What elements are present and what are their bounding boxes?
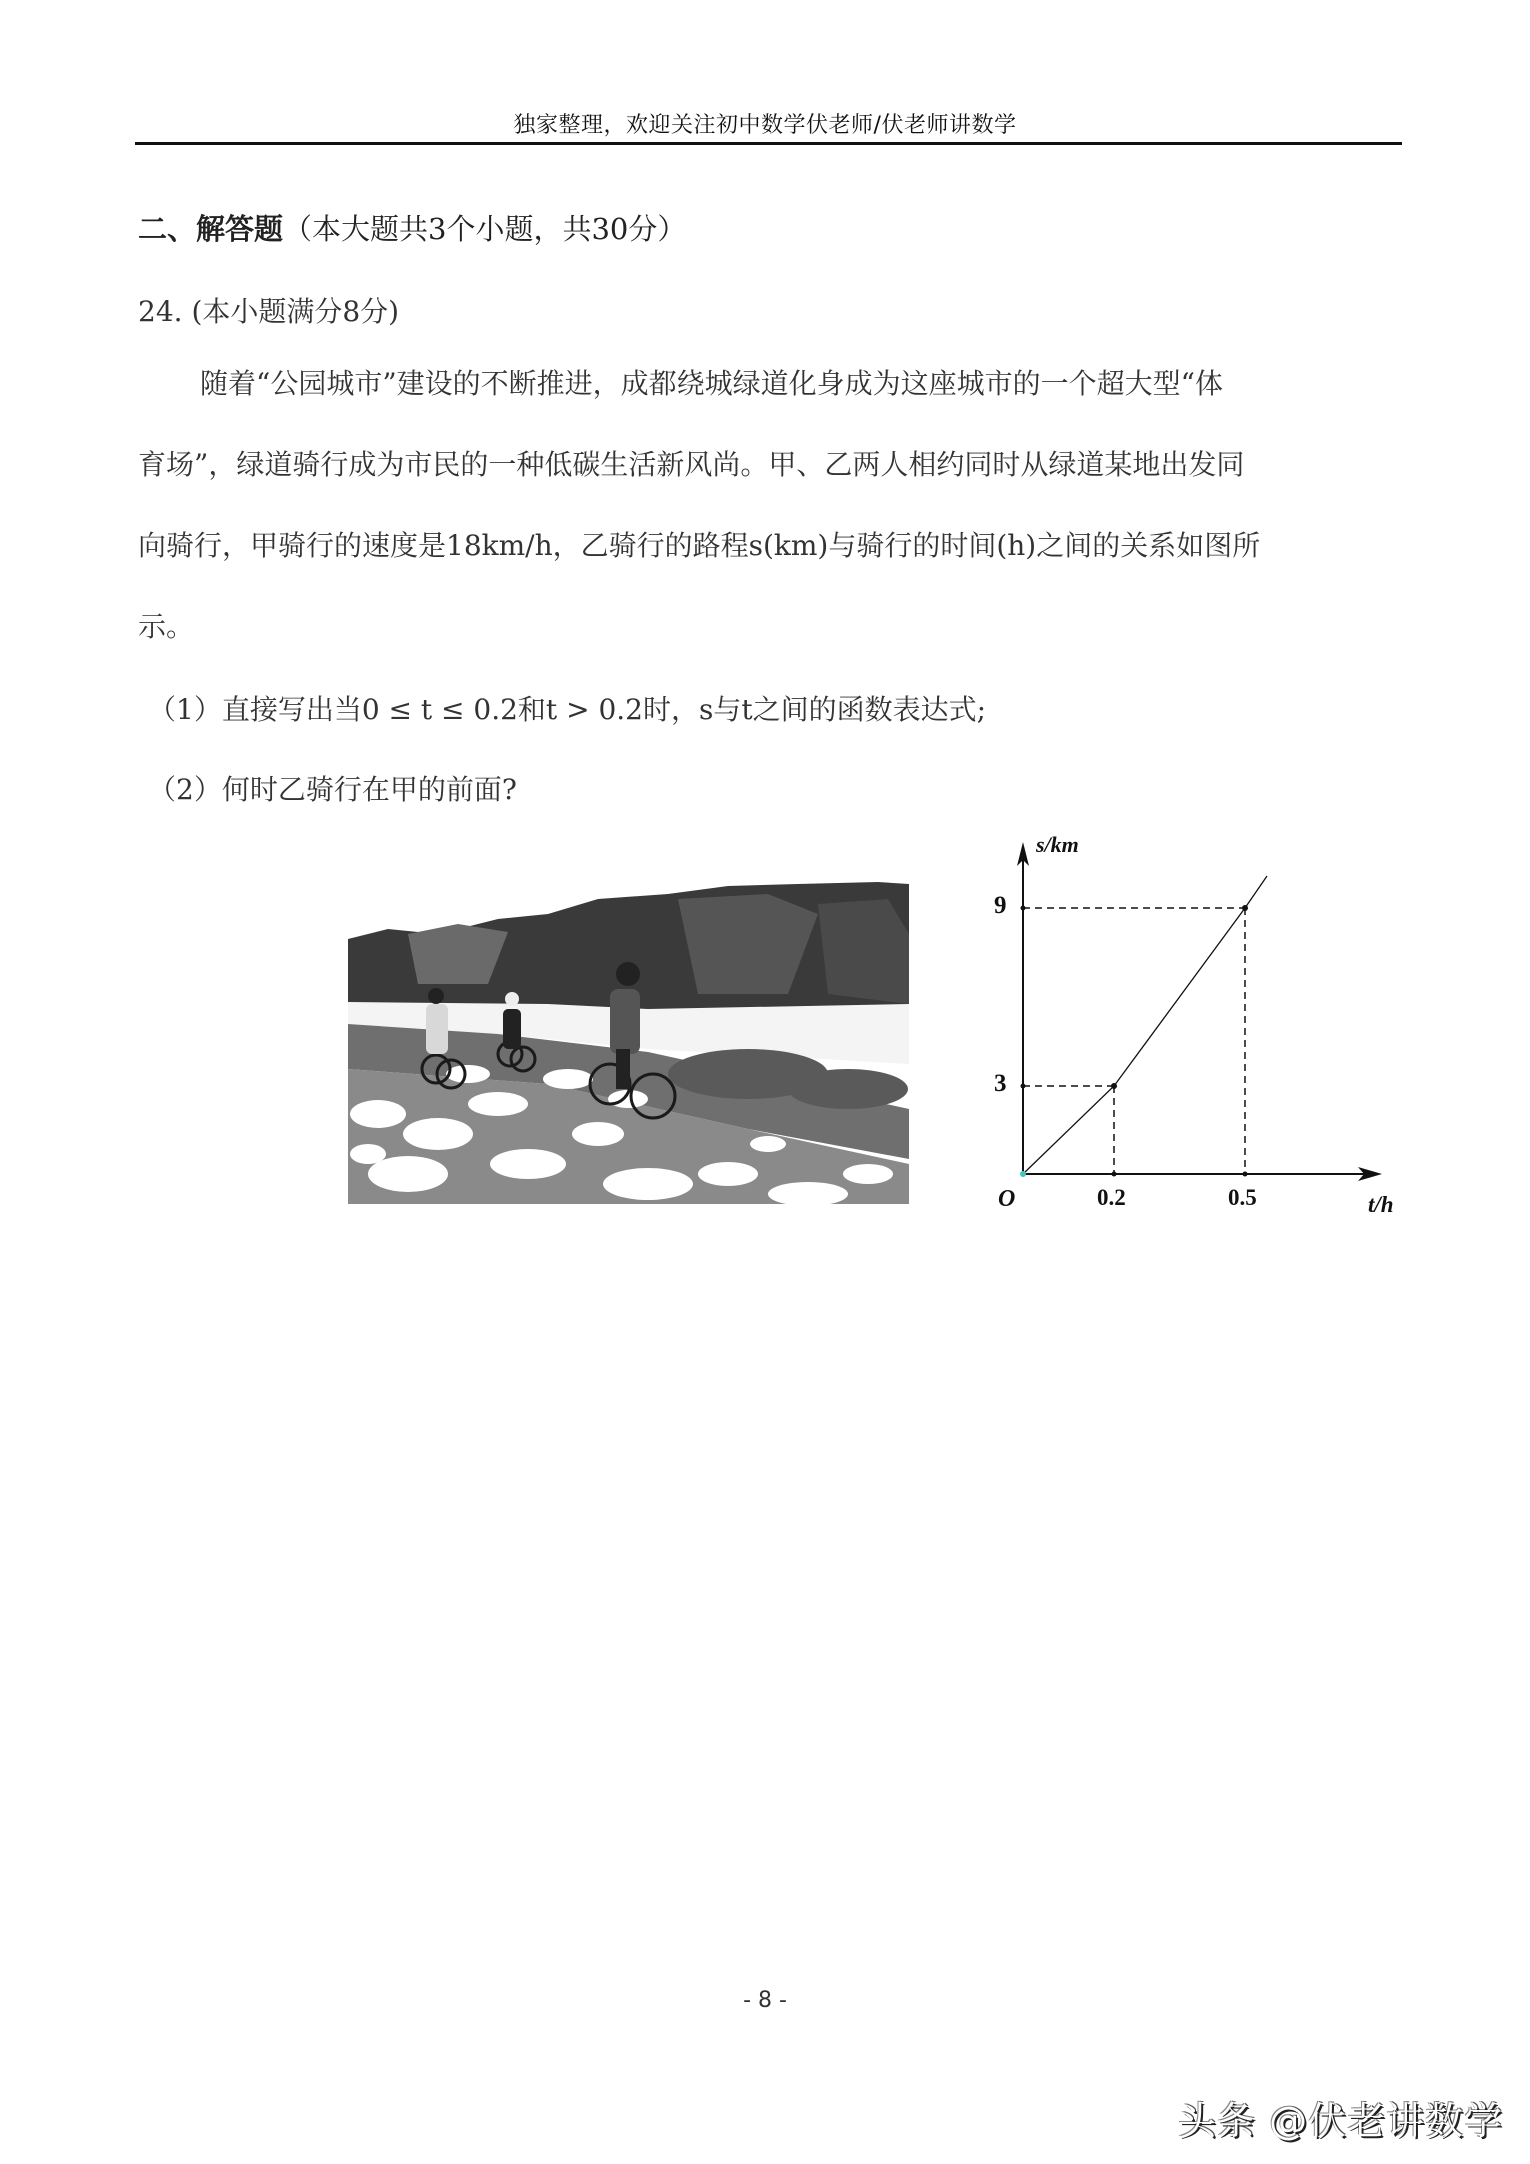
y-axis-label: s/km — [1036, 832, 1079, 857]
page-header: 独家整理，欢迎关注初中数学伏老师/伏老师讲数学 — [513, 113, 1017, 138]
question-paragraph — [138, 343, 1400, 667]
x-axis-label: t/h — [1368, 1192, 1394, 1217]
origin-label: O — [998, 1186, 1016, 1212]
sub-question-1: （1）直接写出当0 ≤ t ≤ 0.2和t > 0.2时，s与t之间的函数表达式; — [148, 693, 987, 726]
series-line — [1023, 876, 1267, 1174]
paragraph-line-4: 示。 — [138, 610, 195, 643]
y-tick-9: 9 — [994, 892, 1007, 919]
paragraph-line-2: 育场”，绿道骑行成为市民的一种低碳生活新风尚。甲、乙两人相约同时从绿道某地出发同 — [138, 448, 1245, 481]
question-header — [138, 290, 399, 330]
sub-question-2: （2）何时乙骑行在甲的前面? — [148, 773, 517, 806]
y-tick-3: 3 — [994, 1070, 1007, 1097]
question-score: (本小题满分8分) — [191, 295, 400, 328]
cyclists-photo — [348, 874, 909, 1204]
paragraph-line-3: 向骑行，甲骑行的速度是18km/h，乙骑行的路程s(km)与骑行的时间(h)之间的关系如图所 — [138, 529, 1261, 562]
section-note: （本大题共3个小题，共30分） — [283, 212, 687, 246]
header-divider — [135, 142, 1402, 145]
section-title-label: 二、解答题 — [138, 212, 284, 246]
x-tick-0-2: 0.2 — [1097, 1185, 1126, 1210]
paragraph-line-1: 随着“公园城市”建设的不断推进，成都绕城绿道化身成为这座城市的一个超大型“体 — [200, 367, 1223, 400]
distance-time-chart — [990, 830, 1410, 1230]
x-tick-0-5: 0.5 — [1228, 1185, 1257, 1210]
section-title — [138, 207, 686, 248]
watermark: 头条 @伏老讲数学 — [1178, 2099, 1504, 2143]
question-number: 24. — [138, 295, 183, 328]
page-number: - 8 - — [743, 1988, 787, 2013]
